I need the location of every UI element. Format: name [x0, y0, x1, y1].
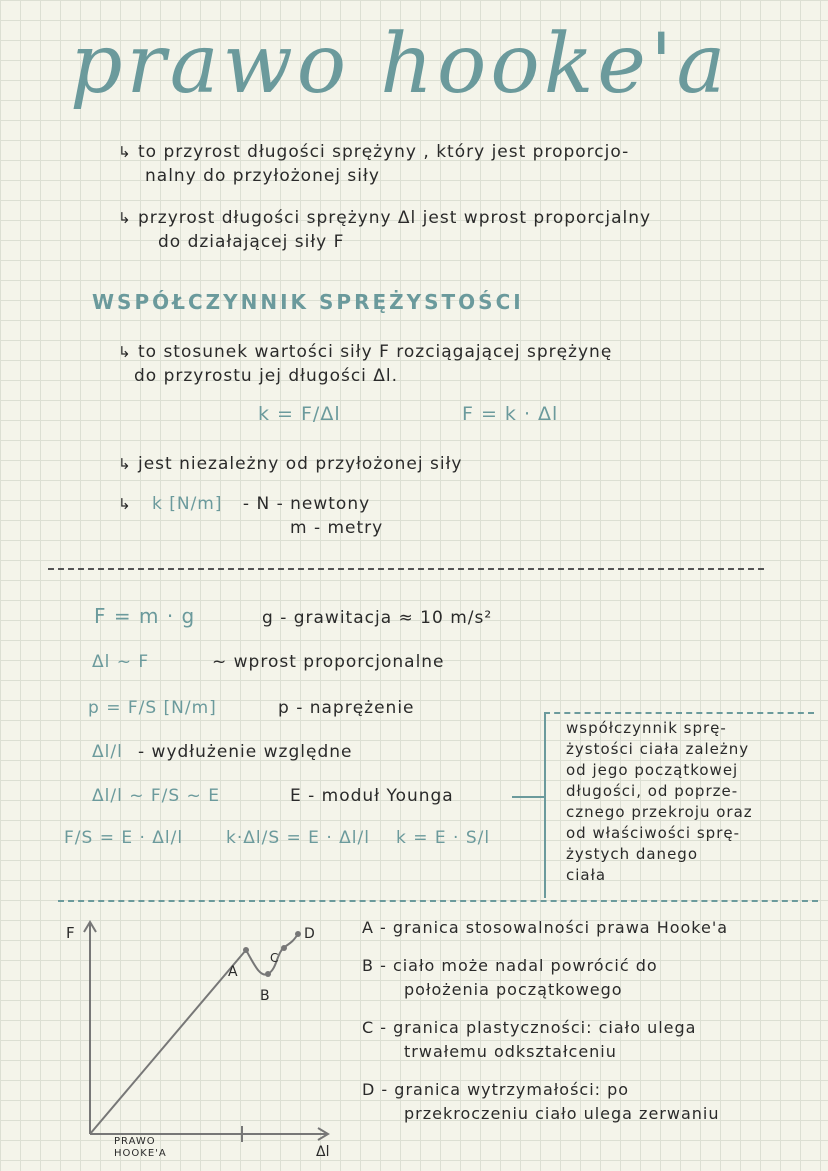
- point-b-label: B: [260, 988, 270, 1004]
- section-heading: WSPÓŁCZYNNIK SPRĘŻYSTOŚCI: [92, 290, 524, 314]
- legend-item-d: [362, 1078, 822, 1126]
- equation-2: k·Δl/S = E · Δl/l: [226, 828, 370, 848]
- side-note-line: od właściwości sprę-: [566, 824, 741, 842]
- unit-metre: m - metry: [290, 518, 384, 538]
- bullet-1: [118, 140, 629, 164]
- arrow-icon: ↳: [118, 143, 132, 161]
- stress-strain-graph: [60, 912, 360, 1162]
- stress-formula: p = F/S [N/m]: [88, 698, 217, 718]
- graph-legend: [362, 916, 822, 1126]
- unit-formula: k [N/m]: [151, 494, 223, 514]
- stress-desc: p - naprężenie: [278, 698, 415, 718]
- point-d-dot: [295, 931, 301, 937]
- proportion-symbol: Δl ~ F: [92, 652, 150, 672]
- coef-definition-line-2: do przyrostu jej długości Δl.: [134, 366, 399, 386]
- divider: [48, 568, 764, 570]
- arrow-icon: ↳: [118, 343, 132, 361]
- page-title: prawo hooke'a: [70, 17, 730, 112]
- legend-text: granica stosowalności prawa Hooke'a: [392, 918, 729, 937]
- bullet-1-line-1: to przyrost długości sprężyny , który jest proporcjo-: [137, 142, 630, 162]
- point-a-dot: [243, 947, 249, 953]
- bullet-1-line-2: nalny do przyłożonej siły: [145, 166, 380, 186]
- coef-definition-line-1: to stosunek wartości siły F rozciągającej sprężynę: [137, 342, 613, 362]
- equation-3: k = E · S/l: [396, 828, 491, 848]
- legend-letter: B -: [362, 956, 387, 975]
- legend-text-continued: położenia początkowego: [404, 980, 623, 999]
- strain-desc: - wydłużenie względne: [138, 742, 353, 762]
- legend-item-a: [362, 916, 822, 940]
- side-note-line: żystych danego: [566, 845, 698, 863]
- x-axis-label: Δl: [316, 1144, 330, 1160]
- bullet-2-line-1: przyrost długości sprężyny Δl jest wprost proporcjalny: [137, 208, 652, 228]
- side-note: [566, 718, 806, 886]
- side-note-left-border: [544, 712, 546, 898]
- arrow-icon: ↳: [118, 209, 132, 227]
- side-note-line: cznego przekroju oraz: [566, 803, 753, 821]
- corner-label-1: PRAWO: [114, 1136, 156, 1147]
- proportion-desc: ~ wprost proporcjonalne: [212, 652, 445, 672]
- corner-label-2: HOOKE'A: [114, 1148, 167, 1159]
- side-note-top-border: [544, 712, 814, 714]
- divider-2: [58, 900, 818, 902]
- strain-symbol: Δl/l: [92, 742, 123, 762]
- unit-newton: - N - newtony: [242, 494, 371, 514]
- y-axis-label: F: [66, 924, 75, 942]
- gravity-note: g - grawitacja ≈ 10 m/s²: [262, 608, 493, 628]
- legend-text: granica plastyczności: ciało ulega: [393, 1018, 697, 1037]
- coef-unit: [118, 492, 370, 516]
- side-note-line: od jego początkowej: [566, 761, 739, 779]
- point-b-dot: [265, 971, 271, 977]
- legend-letter: A -: [362, 918, 387, 937]
- bullet-2-line-2: do działającej siły F: [158, 232, 345, 252]
- formula-weight: F = m · g: [94, 604, 196, 628]
- legend-item-c: [362, 1016, 822, 1064]
- connector-line: [512, 796, 544, 798]
- point-c-label: C: [270, 951, 279, 965]
- legend-text-continued: przekroczeniu ciało ulega zerwaniu: [404, 1104, 720, 1123]
- formula-k: k = F/Δl: [258, 403, 341, 425]
- coef-definition: [118, 340, 612, 364]
- side-note-line: długości, od poprze-: [566, 782, 739, 800]
- side-note-line: ciała: [566, 866, 607, 884]
- arrow-icon: ↳: [118, 495, 132, 513]
- legend-text: granica wytrzymałości: po: [394, 1080, 630, 1099]
- arrow-icon: ↳: [118, 455, 132, 473]
- side-note-line: żystości ciała zależny: [566, 740, 750, 758]
- point-d-label: D: [304, 926, 315, 942]
- legend-text-continued: trwałemu odkształceniu: [404, 1042, 617, 1061]
- legend-letter: D -: [362, 1080, 389, 1099]
- point-a-label: A: [228, 964, 238, 980]
- point-c-dot: [281, 945, 287, 951]
- equation-1: F/S = E · Δl/l: [64, 828, 184, 848]
- side-note-line: współczynnik sprę-: [566, 719, 727, 737]
- coef-independent-text: jest niezależny od przyłożonej siły: [137, 454, 463, 474]
- legend-letter: C -: [362, 1018, 388, 1037]
- young-relation: Δl/l ~ F/S ~ E: [92, 786, 220, 806]
- bullet-2: [118, 206, 651, 230]
- coef-independent: [118, 452, 462, 476]
- linear-segment: [90, 950, 246, 1134]
- legend-text: ciało może nadal powrócić do: [392, 956, 658, 975]
- young-desc: E - moduł Younga: [290, 786, 454, 806]
- formula-f: F = k · Δl: [462, 403, 559, 425]
- legend-item-b: [362, 954, 822, 1002]
